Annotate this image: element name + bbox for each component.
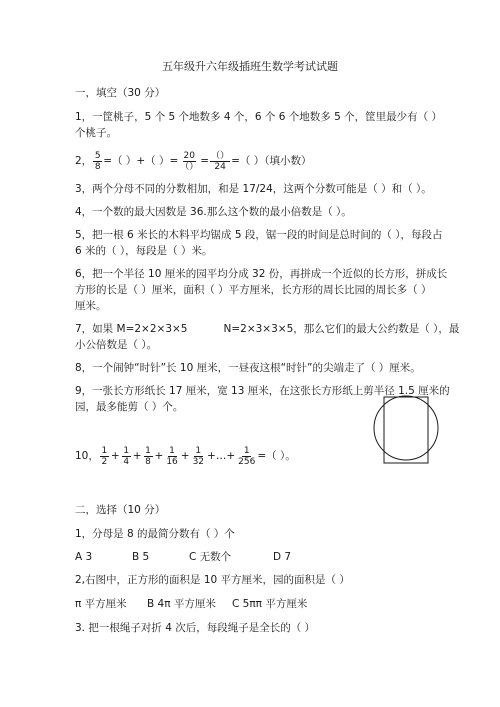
section-2-heading: 二，选择（10 分） bbox=[75, 504, 166, 516]
question-7-n: N=2×3×3×5，那么它们的最大公约数是（ ），最 bbox=[223, 323, 460, 335]
section-1-heading: 一，填空（30 分） bbox=[75, 87, 166, 99]
choice-2-option-b: B 4π 平方厘米 bbox=[147, 598, 216, 610]
question-2 bbox=[75, 146, 312, 176]
question-7-line-1 bbox=[75, 322, 459, 336]
question-9-line-1: 9，一张长方形纸长 17 厘米，宽 13 厘米，在这张长方形纸上剪半径 1.5 厘米的 bbox=[75, 385, 450, 397]
choice-2-option-a: π 平方厘米 bbox=[75, 598, 127, 610]
question-3: 3，两个分母不同的分数相加，和是 17/24，这两个分数可能是（ ）和（ ）。 bbox=[75, 183, 432, 195]
choice-3-stem: 3. 把一根绳子对折 4 次后，每段绳子是全长的（ ） bbox=[75, 622, 316, 634]
question-1-line-2: 个桃子。 bbox=[75, 127, 117, 139]
question-1-line-1: 1，一筐桃子，5 个 5 个地数多 4 个，6 个 6 个地数多 5 个，筐里最少有（ ） bbox=[75, 111, 442, 123]
plus-sign: + bbox=[132, 450, 142, 462]
choice-2-option-c: C 5ππ 平方厘米 bbox=[232, 598, 308, 610]
fraction-1-8: $\frac{1}{8}$ bbox=[145, 445, 151, 467]
ellipsis-sum: +…+ bbox=[207, 450, 236, 462]
plus-sign: + bbox=[110, 450, 120, 462]
question-2-prefix: 2， bbox=[75, 155, 93, 167]
question-7-line-2: 小公倍数是（ ）。 bbox=[75, 339, 158, 351]
choice-1-option-d: D 7 bbox=[273, 551, 292, 563]
fraction-1-32: $\frac{1}{32}$ bbox=[192, 445, 205, 467]
question-9-line-2: 园，最多能剪（ ）个。 bbox=[75, 401, 184, 413]
choice-2-stem: 2,右图中，正方形的面积是 10 平方厘米，园的面积是（ ） bbox=[75, 574, 350, 586]
question-6-line-2: 方形的长是（ ）厘米，面积（ ）平方厘米，长方形的周长比园的周长多（ ） bbox=[75, 284, 432, 296]
question-10-suffix: =（ ）。 bbox=[257, 450, 296, 462]
fraction-1-4: $\frac{1}{4}$ bbox=[123, 445, 130, 467]
question-10-prefix: 10， bbox=[75, 450, 99, 462]
plus-sign: + bbox=[180, 450, 190, 462]
question-5-line-2: 6 米的（ ），每段是（ ）米。 bbox=[75, 245, 213, 257]
question-2-suffix: =（ ）（填小数） bbox=[231, 155, 312, 167]
question-8: 8，一个闹钟“时针”长 10 厘米，一昼夜这根“时针”的尖端走了（ ）厘米。 bbox=[75, 362, 421, 374]
question-10 bbox=[75, 440, 296, 472]
question-6-line-3: 厘米。 bbox=[75, 300, 107, 312]
choice-1-option-a: A 3 bbox=[75, 551, 93, 563]
choice-1-option-c: C 无数个 bbox=[189, 551, 232, 563]
choice-1-stem: 1，分母是 8 的最简分数有（ ）个 bbox=[75, 528, 235, 540]
figure-square bbox=[384, 397, 428, 463]
fraction-1-256: $\frac{1}{256}$ bbox=[238, 445, 256, 467]
fraction-blank-24: $\frac{()}{24}$ bbox=[211, 150, 230, 172]
page-title: 五年级升六年级插班生数学考试试题 bbox=[162, 60, 338, 73]
question-7-m: 7，如果 M=2×2×3×5 bbox=[75, 323, 188, 335]
question-4: 4，一个数的最大因数是 36.那么这个数的最小倍数是（ ）。 bbox=[75, 206, 352, 218]
choice-1-option-b: B 5 bbox=[132, 551, 150, 563]
circle-square-figure bbox=[372, 386, 440, 470]
question-2-equals: = bbox=[200, 155, 210, 167]
fraction-1-16: $\frac{1}{16}$ bbox=[166, 445, 178, 467]
question-6-line-1: 6，把一个半径 10 厘米的园平均分成 32 份，再拼成一个近似的长方形，拼成长 bbox=[75, 268, 448, 280]
plus-sign: + bbox=[154, 450, 164, 462]
question-2-middle: =（ ）+（ ）= bbox=[103, 155, 179, 167]
fraction-20-blank: $\frac{20}{()}$ bbox=[180, 150, 199, 172]
fraction-5-8: $\frac{5}{8}$ bbox=[94, 150, 101, 172]
fraction-1-2: $\frac{1}{2}$ bbox=[101, 445, 108, 467]
question-5-line-1: 5，把一根 6 米长的木料平均锯成 5 段，锯一段的时间是总时间的（ ），每段占 bbox=[75, 229, 443, 241]
